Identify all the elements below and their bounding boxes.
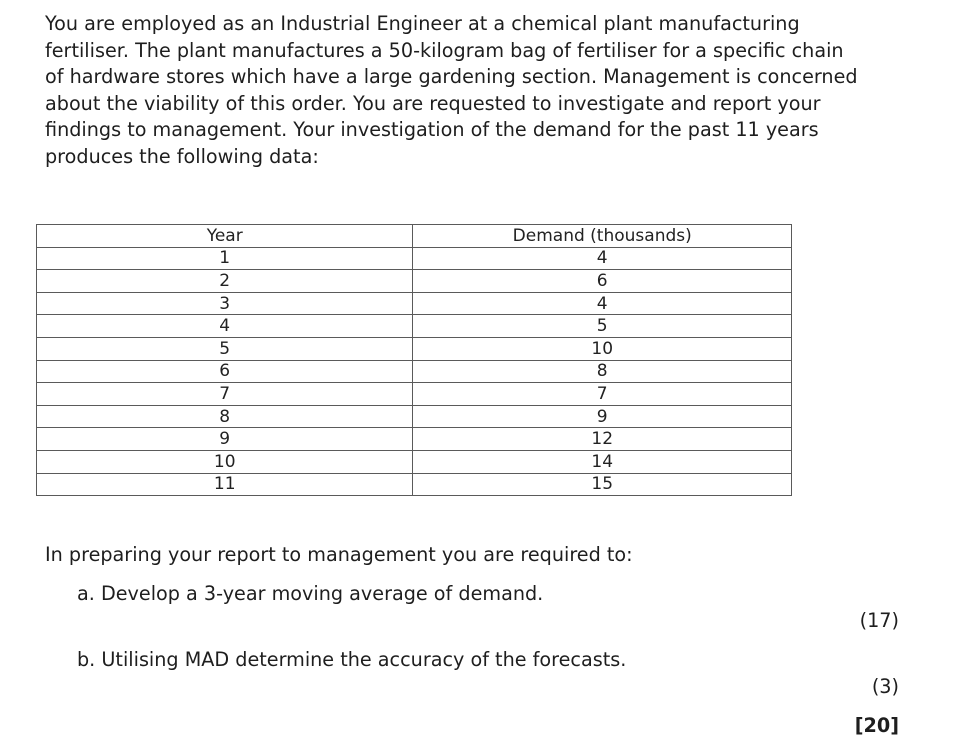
problem-statement	[45, 11, 925, 171]
table-header-row	[37, 225, 792, 248]
problem-statement-line: findings to management. Your investigation of the demand for the past 11 years	[45, 118, 819, 142]
year-cell: 5	[37, 337, 413, 360]
problem-statement-line: about the viability of this order. You are requested to investigate and report your	[45, 91, 821, 115]
demand-cell: 4	[413, 247, 792, 270]
table-row	[37, 270, 792, 293]
demand-cell: 6	[413, 270, 792, 293]
year-cell: 1	[37, 247, 413, 270]
table-row	[37, 428, 792, 451]
year-cell: 10	[37, 450, 413, 473]
task-a-marks: (17)	[859, 609, 899, 632]
demand-table	[36, 224, 792, 496]
column-header-demand: Demand (thousands)	[413, 225, 792, 248]
demand-cell: 9	[413, 405, 792, 428]
year-cell: 9	[37, 428, 413, 451]
demand-cell: 5	[413, 315, 792, 338]
demand-cell: 15	[413, 473, 792, 496]
year-cell: 3	[37, 292, 413, 315]
task-a: a. Develop a 3-year moving average of demand.	[77, 582, 544, 605]
demand-cell: 12	[413, 428, 792, 451]
table-row	[37, 405, 792, 428]
table-row	[37, 473, 792, 496]
task-b: b. Utilising MAD determine the accuracy of the forecasts.	[77, 648, 627, 671]
table-row	[37, 315, 792, 338]
year-cell: 8	[37, 405, 413, 428]
demand-cell: 8	[413, 360, 792, 383]
problem-statement-line: of hardware stores which have a large gardening section. Management is concerned	[45, 65, 858, 89]
demand-cell: 7	[413, 383, 792, 406]
table-row	[37, 337, 792, 360]
demand-cell: 10	[413, 337, 792, 360]
demand-cell: 4	[413, 292, 792, 315]
demand-cell: 14	[413, 450, 792, 473]
year-cell: 7	[37, 383, 413, 406]
year-cell: 2	[37, 270, 413, 293]
problem-statement-line: You are employed as an Industrial Engineer at a chemical plant manufacturing	[45, 12, 800, 35]
table-row	[37, 247, 792, 270]
task-b-marks: (3)	[871, 675, 899, 698]
table-row	[37, 450, 792, 473]
table-row	[37, 383, 792, 406]
year-cell: 4	[37, 315, 413, 338]
total-marks: [20]	[854, 714, 899, 737]
table-row	[37, 360, 792, 383]
tasks-intro: In preparing your report to management you are required to:	[45, 543, 633, 566]
table-row	[37, 292, 792, 315]
column-header-year: Year	[37, 225, 413, 248]
problem-statement-line: produces the following data:	[45, 144, 319, 168]
year-cell: 6	[37, 360, 413, 383]
problem-statement-line: fertiliser. The plant manufactures a 50-kilogram bag of fertiliser for a specific chain	[45, 38, 844, 62]
year-cell: 11	[37, 473, 413, 496]
